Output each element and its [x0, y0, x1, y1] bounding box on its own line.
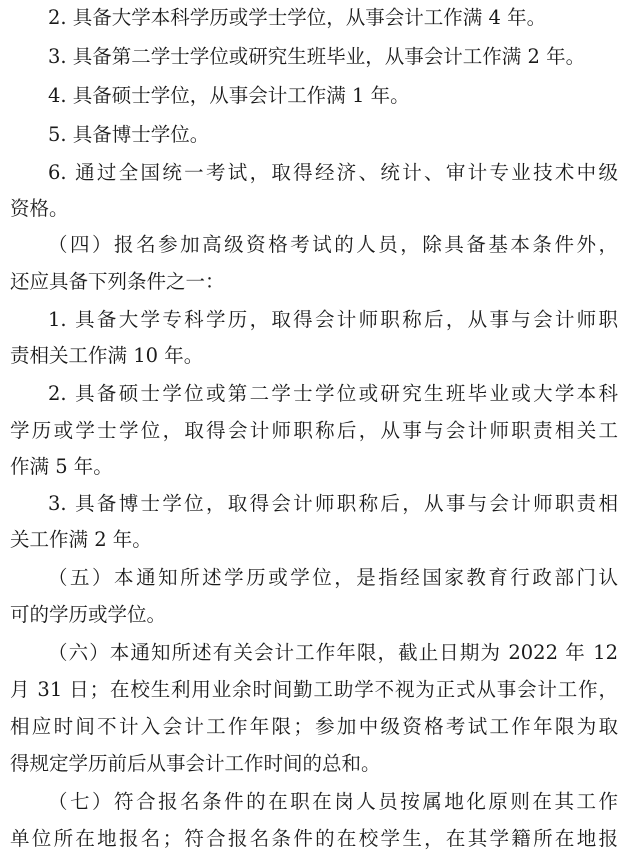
text-line: （四）报名参加高级资格考试的人员，除具备基本条件外，: [48, 233, 618, 256]
text-line: 相应时间不计入会计工作年限；参加中级资格考试工作年限为取: [10, 715, 618, 738]
text-line: 1. 具备大学专科学历，取得会计师职称后，从事与会计师职: [48, 308, 618, 331]
text-line: （六）本通知所述有关会计工作年限，截止日期为 2022 年 12: [48, 641, 618, 664]
text-line: 作满 5 年。: [10, 455, 113, 478]
text-line: 还应具备下列条件之一：: [10, 270, 225, 293]
text-line: 得规定学历前后从事会计工作时间的总和。: [10, 752, 381, 775]
text-line: 3. 具备第二学士学位或研究生班毕业，从事会计工作满 2 年。: [48, 45, 586, 68]
text-line: 4. 具备硕士学位，从事会计工作满 1 年。: [48, 84, 410, 107]
text-line: 责相关工作满 10 年。: [10, 344, 204, 367]
text-line: 单位所在地报名；符合报名条件的在校学生，在其学籍所在地报: [10, 827, 618, 850]
text-line: （五）本通知所述学历或学位，是指经国家教育行政部门认: [48, 566, 618, 589]
text-line: 2. 具备大学本科学历或学士学位，从事会计工作满 4 年。: [48, 6, 547, 29]
text-line: （七）符合报名条件的在职在岗人员按属地化原则在其工作: [48, 790, 618, 813]
text-line: 5. 具备博士学位。: [48, 123, 210, 146]
text-line: 可的学历或学位。: [10, 603, 167, 626]
text-line: 月 31 日；在校生利用业余时间勤工助学不视为正式从事会计工作，: [10, 678, 618, 701]
text-line: 关工作满 2 年。: [10, 528, 152, 551]
text-line: 学历或学士学位，取得会计师职称后，从事与会计师职责相关工: [10, 419, 618, 442]
text-line: 6. 通过全国统一考试，取得经济、统计、审计专业技术中级: [48, 161, 618, 184]
text-line: 3. 具备博士学位，取得会计师职称后，从事与会计师职责相: [48, 492, 618, 515]
text-line: 资格。: [10, 197, 69, 220]
text-line: 2. 具备硕士学位或第二学士学位或研究生班毕业或大学本科: [48, 382, 618, 405]
